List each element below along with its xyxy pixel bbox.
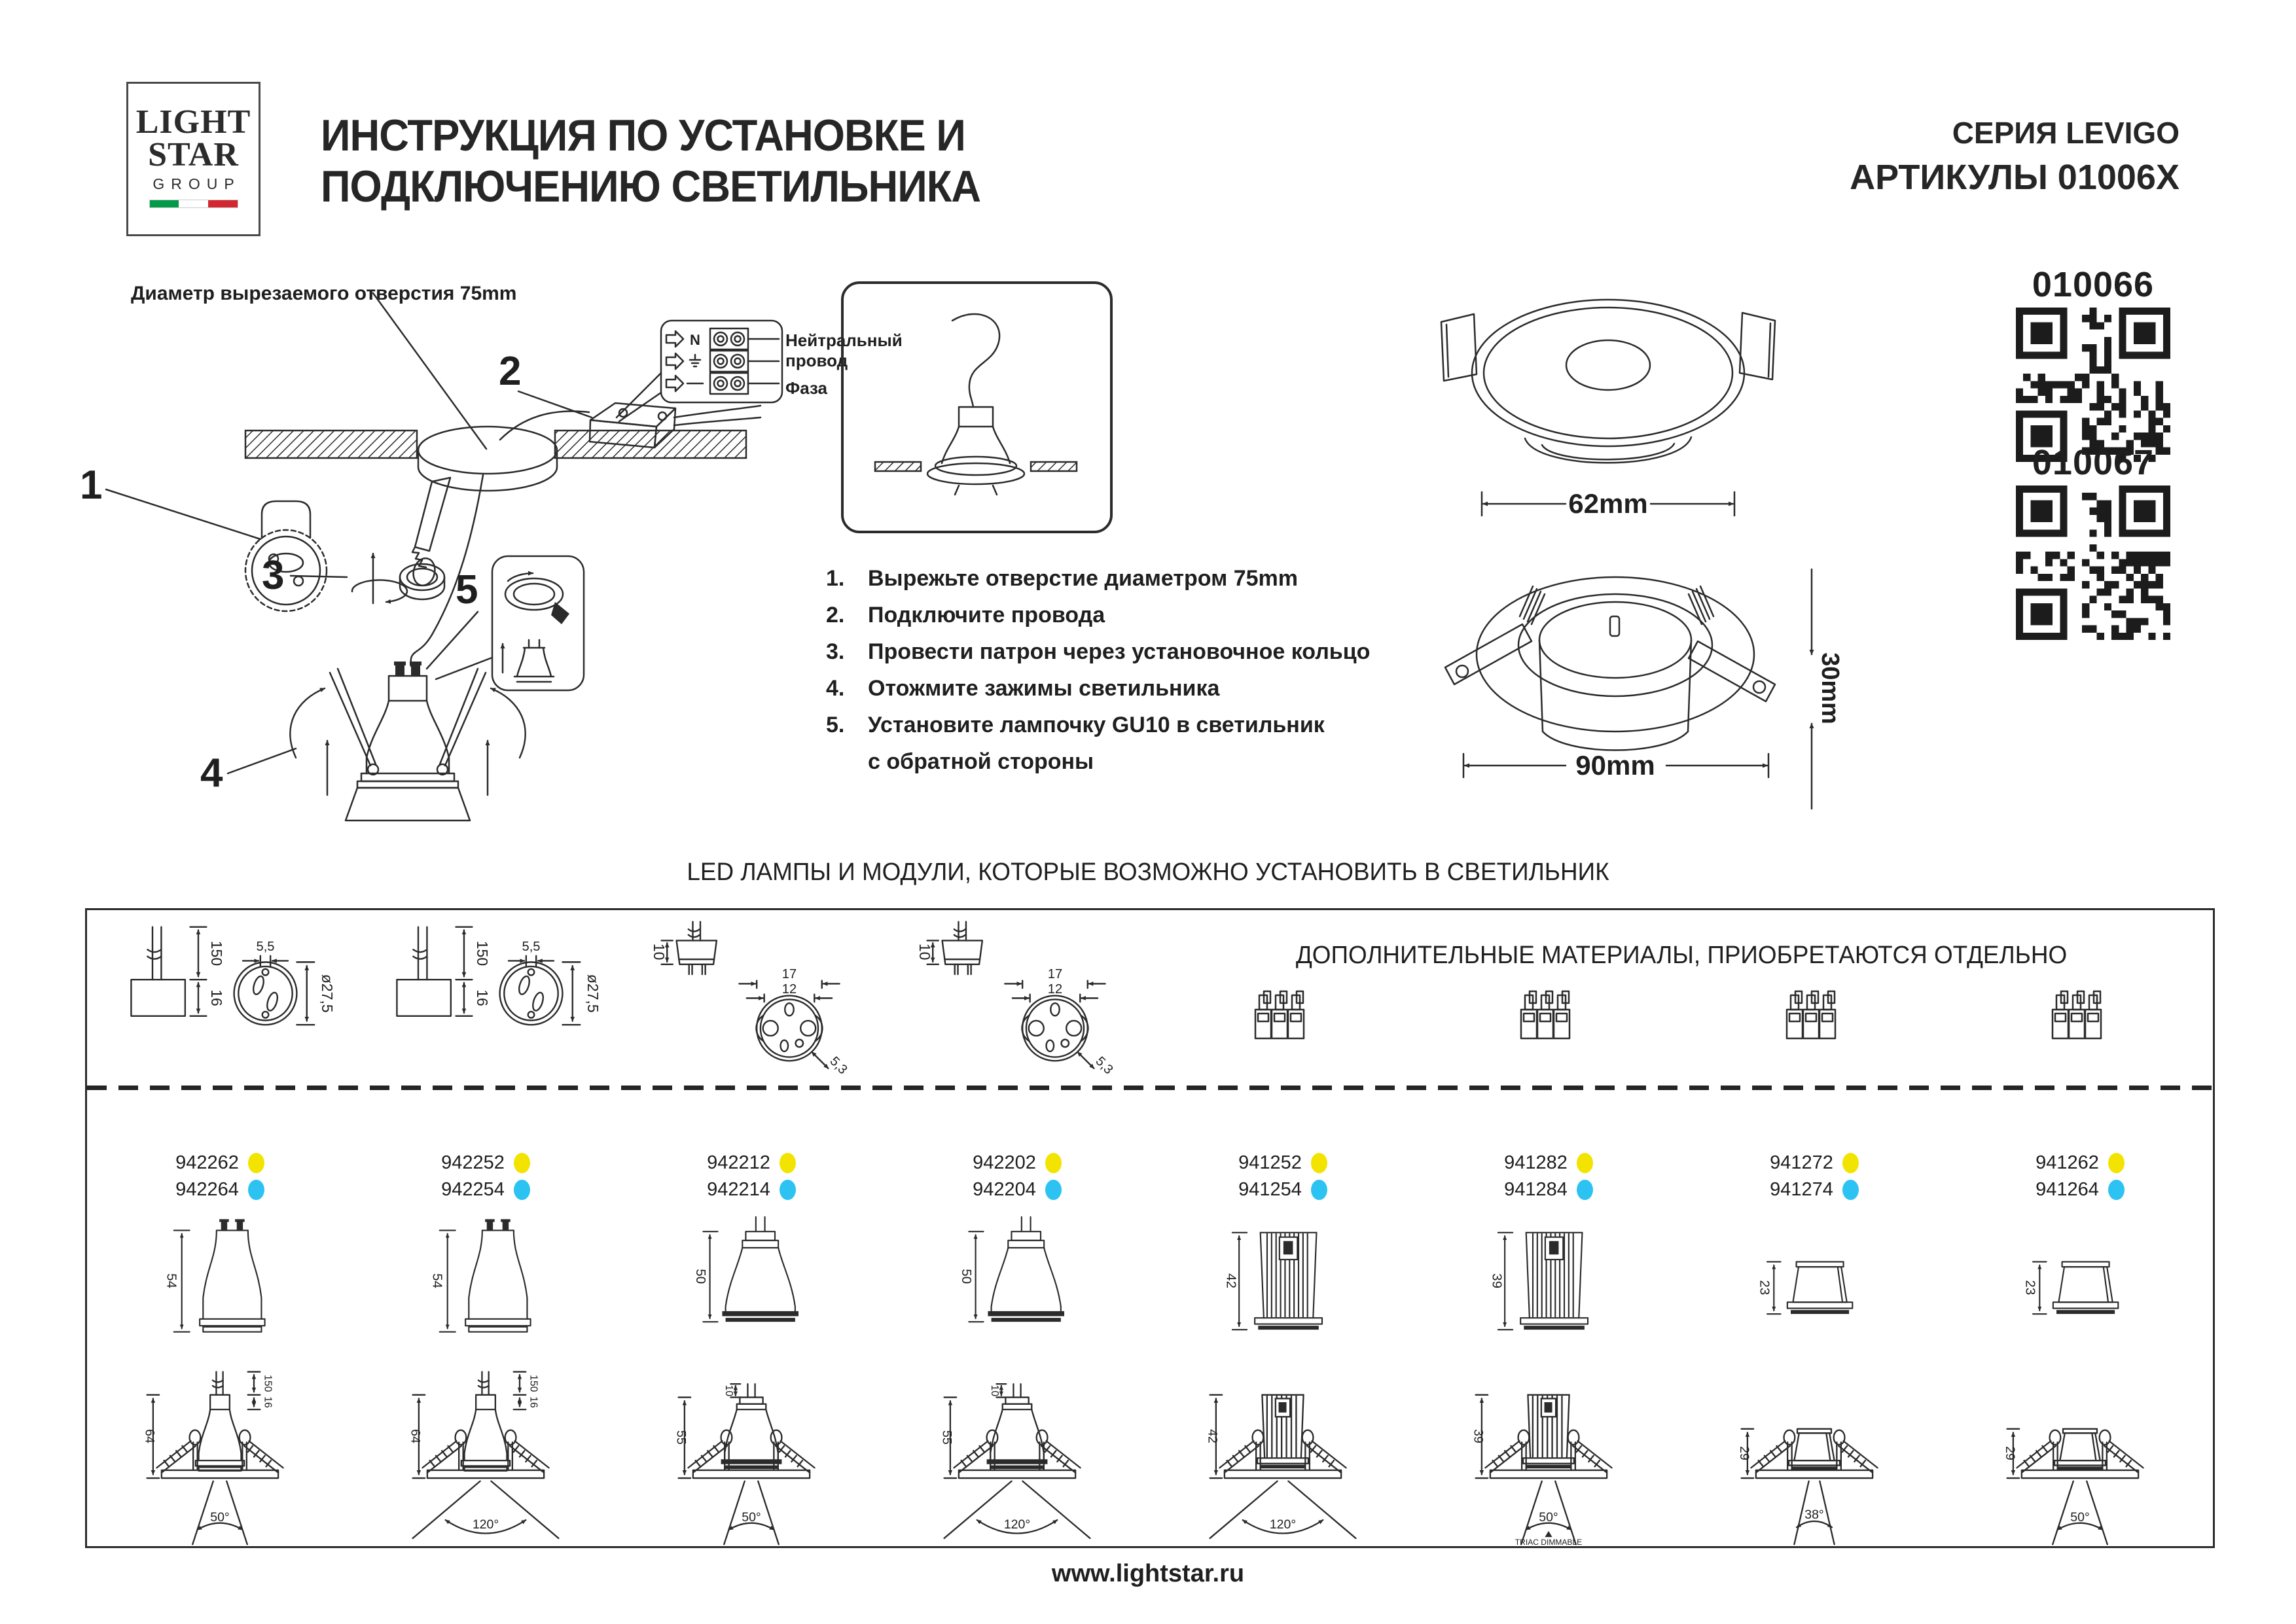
svg-text:12: 12: [1047, 981, 1062, 997]
lamp-column-4: [884, 910, 1150, 1546]
title-line-2: ПОДКЛЮЧЕНИЮ СВЕТИЛЬНИКА: [321, 162, 981, 211]
step-2: 2. Подключите провода: [826, 603, 1105, 627]
svg-text:55: 55: [673, 1430, 689, 1445]
gu10-lamp-drawing: [158, 1212, 282, 1369]
installation-steps: [826, 560, 1370, 780]
svg-text:39: 39: [1489, 1273, 1505, 1289]
article-codes: 942212 942214: [619, 1140, 884, 1212]
downlight-module-drawing: [2018, 1212, 2142, 1369]
article-codes: 941282 941284: [1416, 1140, 1681, 1212]
lamp-column-2: [353, 910, 619, 1546]
qr-code-010067: [2016, 485, 2170, 640]
logo-flag: [149, 200, 238, 208]
qr-code-010066: [2016, 308, 2170, 462]
callout-3: 3: [262, 553, 285, 598]
beam-angle: 120°: [1269, 1517, 1297, 1532]
lamp-insert-inset: [492, 556, 584, 690]
terminal-block-icon: [1775, 989, 1854, 1048]
lamp-column-5: [1150, 910, 1416, 1546]
svg-text:10: 10: [650, 943, 668, 960]
beam-angle: 50°: [742, 1509, 761, 1525]
svg-text:29: 29: [2002, 1446, 2017, 1460]
cool-white-dot: [248, 1180, 264, 1200]
svg-text:ø27,5: ø27,5: [318, 974, 336, 1013]
svg-text:5,5: 5,5: [256, 940, 274, 955]
article-codes: 941252 941254: [1150, 1140, 1416, 1212]
warm-white-dot: [1311, 1153, 1327, 1173]
logo-star: STAR: [148, 136, 239, 173]
dim-90mm: 90mm: [1575, 750, 1655, 781]
mr16-lamp-drawing: [689, 1212, 814, 1369]
fixture-with-gu10: [141, 1368, 299, 1546]
terminal-block-icon: [2041, 989, 2119, 1048]
svg-text:39: 39: [1471, 1429, 1486, 1443]
warm-white-dot: [2108, 1153, 2125, 1173]
svg-text:54: 54: [164, 1273, 179, 1289]
gu10-socket-drawing: [373, 919, 599, 1076]
gu10-lamp-drawing: [423, 1212, 548, 1369]
page-title: [321, 110, 980, 212]
mr16-socket-drawing: [905, 917, 1130, 1080]
cool-white-dot: [1045, 1180, 1062, 1200]
cool-white-dot: [780, 1180, 796, 1200]
beam-angle: 50°: [210, 1509, 230, 1525]
svg-text:16: 16: [528, 1396, 539, 1408]
cool-white-dot: [2108, 1180, 2125, 1200]
step-4: 4. Отожмите зажимы светильника: [826, 676, 1220, 701]
lamp-column-6: [1416, 910, 1681, 1546]
warm-white-dot: [514, 1153, 530, 1173]
svg-text:5,3: 5,3: [826, 1053, 850, 1077]
mounted-fixture-box: [841, 281, 1113, 533]
mounted-fixture-drawing: [844, 284, 1110, 531]
website-url: www.lightstar.ru: [1051, 1560, 1245, 1587]
led-lamps-box: [85, 908, 2215, 1548]
logo-group: GROUP: [152, 175, 241, 192]
svg-text:50: 50: [959, 1269, 974, 1284]
led-section-title: LED ЛАМПЫ И МОДУЛИ, КОТОРЫЕ ВОЗМОЖНО УСТАНОВИТЬ В СВЕТИЛЬНИК: [687, 858, 1609, 886]
svg-text:54: 54: [429, 1273, 445, 1289]
article-codes: 941272 941274: [1681, 1140, 1947, 1212]
series-label: СЕРИЯ LEVIGO: [1952, 116, 2179, 150]
title-line-1: ИНСТРУКЦИЯ ПО УСТАНОВКЕ И: [321, 111, 965, 160]
beam-angle: 38°: [1804, 1508, 1824, 1523]
fixture-with-mr16: [938, 1368, 1096, 1546]
led-module-drawing: [1221, 1212, 1345, 1369]
svg-text:55: 55: [939, 1430, 954, 1445]
article-code: 942262: [175, 1152, 239, 1173]
gu10-socket-drawing: [107, 919, 336, 1076]
svg-text:16: 16: [207, 989, 225, 1006]
articles-label: АРТИКУЛЫ 01006X: [1850, 158, 2179, 197]
logo-light: LIGHT: [135, 103, 251, 141]
mr16-lamp-drawing: [955, 1212, 1079, 1369]
svg-text:17: 17: [1047, 966, 1062, 981]
fixture-bottom-view: [1445, 577, 1775, 750]
dim-62mm: 62mm: [1568, 488, 1648, 519]
svg-text:42: 42: [1205, 1429, 1220, 1443]
terminal-block-icon: [1509, 989, 1588, 1048]
svg-text:12: 12: [781, 981, 797, 997]
warm-white-dot: [1577, 1153, 1593, 1173]
svg-text:150: 150: [262, 1375, 274, 1392]
cool-white-dot: [514, 1180, 530, 1200]
article-codes: 942252 942254: [353, 1140, 619, 1212]
installation-diagram: [65, 281, 818, 857]
svg-text:16: 16: [473, 989, 491, 1006]
warm-white-dot: [248, 1153, 264, 1173]
svg-text:29: 29: [1736, 1446, 1751, 1460]
fixture-with-mr16: [672, 1368, 831, 1546]
lamp-column-1: [87, 910, 353, 1546]
article-codes: 941262 941264: [1947, 1140, 2213, 1212]
hole-diameter-note: Диаметр вырезаемого отверстия 75mm: [131, 283, 517, 304]
callout-1: 1: [80, 463, 103, 508]
cool-white-dot: [1577, 1180, 1593, 1200]
beam-angle: 50°: [2070, 1509, 2090, 1525]
article-010067-label: 010067: [2032, 443, 2155, 482]
cool-white-dot: [1311, 1180, 1327, 1200]
callout-2: 2: [499, 349, 522, 394]
step-5: 5. Установите лампочку GU10 в светильник: [826, 713, 1325, 737]
step-5-cont: с обратной стороны: [868, 749, 1094, 774]
fixture-with-gu10: [406, 1368, 565, 1546]
svg-text:16: 16: [262, 1396, 274, 1408]
svg-text:23: 23: [2022, 1280, 2038, 1296]
svg-text:23: 23: [1757, 1280, 1772, 1296]
cool-white-dot: [1842, 1180, 1859, 1200]
terminal-block-icon: [1244, 989, 1322, 1048]
dim-30mm: 30mm: [1816, 652, 1844, 724]
fixture-dimension-views: [1427, 281, 1852, 811]
svg-text:42: 42: [1223, 1273, 1239, 1289]
svg-text:64: 64: [408, 1429, 423, 1443]
lamp-column-7: [1681, 910, 1947, 1546]
article-codes: 942202 942204: [884, 1140, 1150, 1212]
warm-white-dot: [780, 1153, 796, 1173]
beam-angle: 120°: [472, 1517, 499, 1532]
svg-text:10: 10: [989, 1385, 1001, 1397]
fixture-with-module: [1204, 1368, 1362, 1546]
callout-4: 4: [200, 750, 223, 796]
lightstar-logo: [126, 82, 260, 236]
fixture-with-module: [1469, 1368, 1628, 1546]
article-codes: [87, 1140, 353, 1212]
led-module-drawing: [1486, 1212, 1611, 1369]
fixture-top-view: [1441, 300, 1775, 463]
beam-angle: 50°: [1539, 1509, 1558, 1525]
downlight-module-drawing: [1752, 1212, 1876, 1369]
mr16-socket-drawing: [639, 917, 865, 1080]
svg-text:150: 150: [207, 940, 225, 966]
beam-angle: 120°: [1003, 1517, 1031, 1532]
svg-text:5,3: 5,3: [1092, 1053, 1116, 1077]
article-code: 942264: [175, 1179, 239, 1200]
fixture-with-module: [1735, 1368, 1893, 1546]
svg-text:150: 150: [473, 940, 491, 966]
terminal-n-label: N: [690, 332, 700, 348]
svg-text:50: 50: [693, 1269, 708, 1284]
svg-text:ø27,5: ø27,5: [584, 974, 601, 1013]
svg-text:150: 150: [528, 1375, 539, 1392]
gu10-lamp-drawing: [330, 662, 486, 821]
phase-wire-label: Фаза: [785, 378, 828, 398]
callout-5: 5: [456, 567, 478, 612]
warm-white-dot: [1842, 1153, 1859, 1173]
svg-text:17: 17: [781, 966, 797, 981]
step-1: 1. Вырежьте отверстие диаметром 75mm: [826, 566, 1298, 591]
neutral-wire-label: Нейтральный провод: [785, 330, 903, 370]
step-3: 3. Провести патрон через установочное кольцо: [826, 639, 1371, 664]
article-010066-label: 010066: [2032, 265, 2155, 304]
warm-white-dot: [1045, 1153, 1062, 1173]
lamp-column-3: [619, 910, 884, 1546]
svg-text:64: 64: [142, 1429, 157, 1443]
lamp-column-8: [1947, 910, 2213, 1546]
fixture-with-module: [2001, 1368, 2159, 1546]
svg-text:10: 10: [723, 1385, 735, 1397]
svg-text:10: 10: [916, 943, 933, 960]
series-block: [1850, 115, 2179, 198]
svg-text:5,5: 5,5: [522, 940, 540, 955]
additional-materials-title: ДОПОЛНИТЕЛЬНЫЕ МАТЕРИАЛЫ, ПРИОБРЕТАЮТСЯ ОТДЕЛЬНО: [1295, 942, 2068, 969]
triac-dimmable-note: TRIAC DIMMABLE: [1515, 1538, 1583, 1547]
